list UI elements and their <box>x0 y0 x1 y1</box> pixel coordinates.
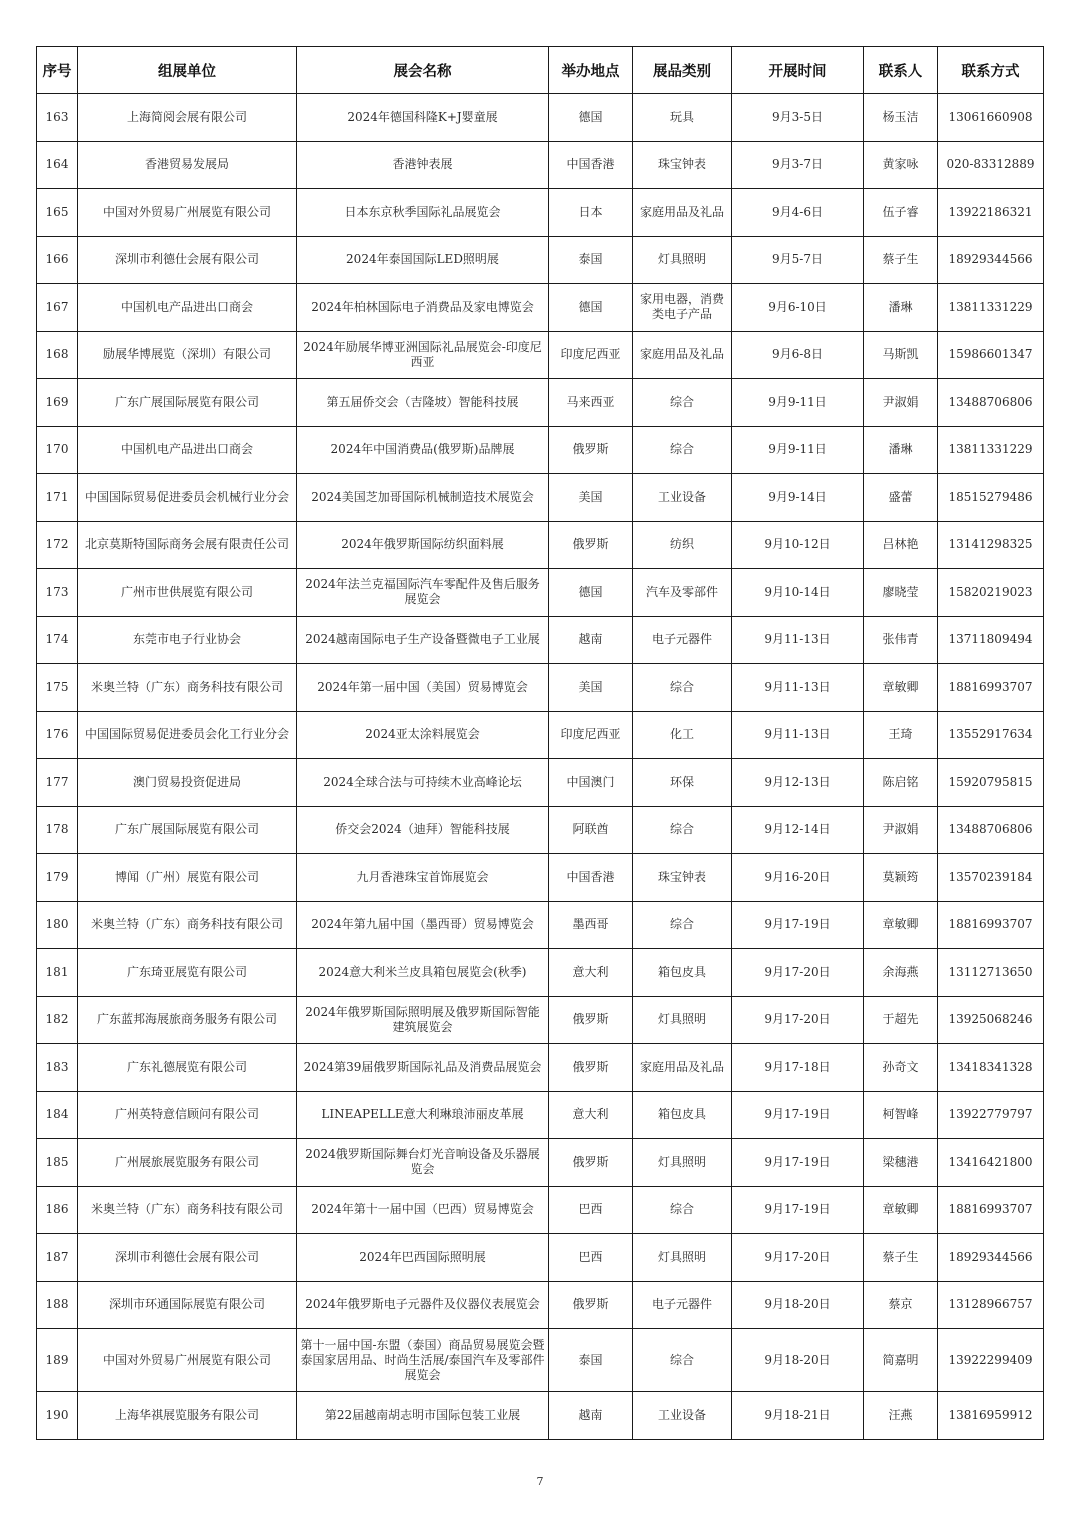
cell-exhibition-name: 2024年励展华博亚洲国际礼品展览会-印度尼西亚 <box>297 331 549 379</box>
cell-organizer: 广州市世供展览有限公司 <box>78 569 297 617</box>
cell-date: 9月9-14日 <box>732 474 864 522</box>
cell-date: 9月3-5日 <box>732 94 864 142</box>
cell-contact-info: 13488706806 <box>938 379 1044 427</box>
cell-category: 电子元器件 <box>633 616 732 664</box>
cell-contact-person: 汪燕 <box>864 1392 938 1440</box>
cell-index: 178 <box>37 806 78 854</box>
table-row <box>37 1186 1044 1234</box>
cell-organizer: 广东广展国际展览有限公司 <box>78 806 297 854</box>
cell-date: 9月11-13日 <box>732 664 864 712</box>
cell-date: 9月6-10日 <box>732 284 864 332</box>
table-row <box>37 616 1044 664</box>
cell-contact-info: 13925068246 <box>938 996 1044 1044</box>
cell-contact-person: 潘琳 <box>864 426 938 474</box>
cell-contact-info: 18816993707 <box>938 1186 1044 1234</box>
cell-contact-info: 13816959912 <box>938 1392 1044 1440</box>
cell-date: 9月5-7日 <box>732 236 864 284</box>
cell-contact-info: 15820219023 <box>938 569 1044 617</box>
cell-contact-person: 盛蕾 <box>864 474 938 522</box>
cell-index: 166 <box>37 236 78 284</box>
cell-organizer: 深圳市利德仕会展有限公司 <box>78 1234 297 1282</box>
cell-location: 德国 <box>549 284 633 332</box>
cell-location: 巴西 <box>549 1186 633 1234</box>
cell-contact-info: 18515279486 <box>938 474 1044 522</box>
table-row <box>37 474 1044 522</box>
cell-contact-person: 陈启铭 <box>864 759 938 807</box>
cell-contact-info: 13128966757 <box>938 1281 1044 1329</box>
table-row <box>37 426 1044 474</box>
cell-contact-info: 13141298325 <box>938 521 1044 569</box>
cell-organizer: 上海简阅会展有限公司 <box>78 94 297 142</box>
table-row <box>37 94 1044 142</box>
cell-contact-person: 莫颖筠 <box>864 854 938 902</box>
header-contact-info: 联系方式 <box>938 47 1044 94</box>
cell-contact-info: 13922299409 <box>938 1329 1044 1392</box>
cell-organizer: 励展华博展览（深圳）有限公司 <box>78 331 297 379</box>
cell-contact-info: 13488706806 <box>938 806 1044 854</box>
cell-index: 168 <box>37 331 78 379</box>
cell-location: 俄罗斯 <box>549 521 633 569</box>
cell-organizer: 香港贸易发展局 <box>78 141 297 189</box>
cell-location: 俄罗斯 <box>549 1139 633 1187</box>
cell-category: 家庭用品及礼品 <box>633 189 732 237</box>
cell-date: 9月6-8日 <box>732 331 864 379</box>
cell-date: 9月17-20日 <box>732 996 864 1044</box>
cell-index: 187 <box>37 1234 78 1282</box>
cell-contact-person: 章敏卿 <box>864 664 938 712</box>
cell-organizer: 中国机电产品进出口商会 <box>78 284 297 332</box>
cell-exhibition-name: 第五届侨交会（吉隆坡）智能科技展 <box>297 379 549 427</box>
cell-category: 灯具照明 <box>633 996 732 1044</box>
cell-category: 家庭用品及礼品 <box>633 1044 732 1092</box>
cell-contact-info: 13061660908 <box>938 94 1044 142</box>
table-row <box>37 331 1044 379</box>
cell-index: 183 <box>37 1044 78 1092</box>
cell-category: 箱包皮具 <box>633 949 732 997</box>
table-header-row <box>37 47 1044 94</box>
cell-organizer: 广东广展国际展览有限公司 <box>78 379 297 427</box>
table-row <box>37 284 1044 332</box>
cell-contact-person: 蔡子生 <box>864 236 938 284</box>
cell-contact-person: 尹淑娟 <box>864 379 938 427</box>
cell-contact-person: 吕林艳 <box>864 521 938 569</box>
cell-contact-person: 章敏卿 <box>864 1186 938 1234</box>
cell-location: 中国香港 <box>549 854 633 902</box>
table-row <box>37 996 1044 1044</box>
header-location: 举办地点 <box>549 47 633 94</box>
table-row <box>37 901 1044 949</box>
cell-contact-info: 18929344566 <box>938 1234 1044 1282</box>
cell-index: 177 <box>37 759 78 807</box>
cell-index: 181 <box>37 949 78 997</box>
cell-contact-info: 18929344566 <box>938 236 1044 284</box>
header-organizer: 组展单位 <box>78 47 297 94</box>
header-contact-person: 联系人 <box>864 47 938 94</box>
cell-category: 综合 <box>633 901 732 949</box>
cell-contact-person: 廖晓莹 <box>864 569 938 617</box>
cell-date: 9月18-21日 <box>732 1392 864 1440</box>
cell-index: 171 <box>37 474 78 522</box>
table-row <box>37 141 1044 189</box>
cell-exhibition-name: 2024年巴西国际照明展 <box>297 1234 549 1282</box>
cell-exhibition-name: 2024年第十一届中国（巴西）贸易博览会 <box>297 1186 549 1234</box>
cell-index: 164 <box>37 141 78 189</box>
cell-date: 9月17-19日 <box>732 1091 864 1139</box>
cell-contact-info: 18816993707 <box>938 664 1044 712</box>
cell-organizer: 深圳市利德仕会展有限公司 <box>78 236 297 284</box>
table-row <box>37 854 1044 902</box>
cell-category: 家庭用品及礼品 <box>633 331 732 379</box>
cell-contact-info: 13552917634 <box>938 711 1044 759</box>
cell-category: 家用电器，消费类电子产品 <box>633 284 732 332</box>
table-body <box>37 94 1044 1440</box>
cell-date: 9月17-20日 <box>732 1234 864 1282</box>
cell-index: 180 <box>37 901 78 949</box>
cell-date: 9月17-18日 <box>732 1044 864 1092</box>
cell-index: 170 <box>37 426 78 474</box>
cell-exhibition-name: 2024亚太涂料展览会 <box>297 711 549 759</box>
cell-exhibition-name: 2024越南国际电子生产设备暨微电子工业展 <box>297 616 549 664</box>
cell-organizer: 中国机电产品进出口商会 <box>78 426 297 474</box>
cell-organizer: 中国国际贸易促进委员会机械行业分会 <box>78 474 297 522</box>
cell-date: 9月11-13日 <box>732 616 864 664</box>
table-row <box>37 806 1044 854</box>
cell-date: 9月17-19日 <box>732 1186 864 1234</box>
cell-category: 化工 <box>633 711 732 759</box>
cell-location: 阿联酋 <box>549 806 633 854</box>
table-row <box>37 1234 1044 1282</box>
cell-exhibition-name: 2024年俄罗斯国际照明展及俄罗斯国际智能建筑展览会 <box>297 996 549 1044</box>
cell-contact-person: 于超先 <box>864 996 938 1044</box>
cell-location: 印度尼西亚 <box>549 331 633 379</box>
cell-contact-info: 13711809494 <box>938 616 1044 664</box>
cell-organizer: 广东琦亚展览有限公司 <box>78 949 297 997</box>
cell-contact-info: 18816993707 <box>938 901 1044 949</box>
cell-organizer: 东莞市电子行业协会 <box>78 616 297 664</box>
table-row <box>37 1281 1044 1329</box>
cell-contact-person: 柯智峰 <box>864 1091 938 1139</box>
cell-date: 9月11-13日 <box>732 711 864 759</box>
exhibition-table <box>36 46 1044 1440</box>
cell-category: 综合 <box>633 426 732 474</box>
cell-index: 176 <box>37 711 78 759</box>
cell-index: 185 <box>37 1139 78 1187</box>
table-row <box>37 1392 1044 1440</box>
cell-organizer: 广州英特意信顾问有限公司 <box>78 1091 297 1139</box>
cell-contact-info: 13811331229 <box>938 284 1044 332</box>
cell-contact-info: 13416421800 <box>938 1139 1044 1187</box>
cell-category: 玩具 <box>633 94 732 142</box>
cell-exhibition-name: 第22届越南胡志明市国际包装工业展 <box>297 1392 549 1440</box>
cell-organizer: 广东蓝邦海展旅商务服务有限公司 <box>78 996 297 1044</box>
table-row <box>37 1139 1044 1187</box>
cell-location: 俄罗斯 <box>549 426 633 474</box>
cell-category: 灯具照明 <box>633 236 732 284</box>
cell-index: 165 <box>37 189 78 237</box>
cell-exhibition-name: 2024美国芝加哥国际机械制造技术展览会 <box>297 474 549 522</box>
table-row <box>37 949 1044 997</box>
cell-date: 9月4-6日 <box>732 189 864 237</box>
cell-index: 163 <box>37 94 78 142</box>
cell-date: 9月9-11日 <box>732 426 864 474</box>
cell-organizer: 广东礼德展览有限公司 <box>78 1044 297 1092</box>
cell-date: 9月18-20日 <box>732 1329 864 1392</box>
cell-location: 意大利 <box>549 1091 633 1139</box>
cell-contact-person: 梁穗港 <box>864 1139 938 1187</box>
cell-exhibition-name: 2024意大利米兰皮具箱包展览会(秋季) <box>297 949 549 997</box>
cell-contact-person: 潘琳 <box>864 284 938 332</box>
cell-category: 箱包皮具 <box>633 1091 732 1139</box>
cell-location: 泰国 <box>549 236 633 284</box>
cell-index: 182 <box>37 996 78 1044</box>
table-row <box>37 379 1044 427</box>
cell-organizer: 博闻（广州）展览有限公司 <box>78 854 297 902</box>
cell-organizer: 中国对外贸易广州展览有限公司 <box>78 1329 297 1392</box>
cell-date: 9月10-14日 <box>732 569 864 617</box>
cell-index: 175 <box>37 664 78 712</box>
table-row <box>37 1044 1044 1092</box>
table-row <box>37 1091 1044 1139</box>
cell-category: 综合 <box>633 806 732 854</box>
cell-exhibition-name: 2024年法兰克福国际汽车零配件及售后服务展览会 <box>297 569 549 617</box>
table-row <box>37 189 1044 237</box>
header-exhibition-name: 展会名称 <box>297 47 549 94</box>
cell-exhibition-name: 2024年第一届中国（美国）贸易博览会 <box>297 664 549 712</box>
cell-index: 188 <box>37 1281 78 1329</box>
cell-date: 9月12-13日 <box>732 759 864 807</box>
cell-location: 巴西 <box>549 1234 633 1282</box>
cell-index: 172 <box>37 521 78 569</box>
cell-category: 工业设备 <box>633 1392 732 1440</box>
table-row <box>37 1329 1044 1392</box>
cell-exhibition-name: 第十一届中国-东盟（泰国）商品贸易展览会暨泰国家居用品、时尚生活展/泰国汽车及零部件展览会 <box>297 1329 549 1392</box>
cell-exhibition-name: 2024第39届俄罗斯国际礼品及消费品展览会 <box>297 1044 549 1092</box>
header-index: 序号 <box>37 47 78 94</box>
cell-exhibition-name: 2024全球合法与可持续木业高峰论坛 <box>297 759 549 807</box>
cell-category: 灯具照明 <box>633 1139 732 1187</box>
cell-exhibition-name: 香港钟表展 <box>297 141 549 189</box>
cell-exhibition-name: LINEAPELLE意大利琳琅沛丽皮革展 <box>297 1091 549 1139</box>
cell-location: 美国 <box>549 474 633 522</box>
cell-exhibition-name: 日本东京秋季国际礼品展览会 <box>297 189 549 237</box>
cell-contact-person: 孙奇文 <box>864 1044 938 1092</box>
cell-date: 9月17-20日 <box>732 949 864 997</box>
cell-index: 186 <box>37 1186 78 1234</box>
cell-contact-person: 蔡京 <box>864 1281 938 1329</box>
cell-location: 越南 <box>549 1392 633 1440</box>
cell-organizer: 中国国际贸易促进委员会化工行业分会 <box>78 711 297 759</box>
cell-index: 169 <box>37 379 78 427</box>
cell-location: 日本 <box>549 189 633 237</box>
cell-location: 俄罗斯 <box>549 1281 633 1329</box>
cell-contact-person: 蔡子生 <box>864 1234 938 1282</box>
cell-contact-info: 15986601347 <box>938 331 1044 379</box>
cell-index: 190 <box>37 1392 78 1440</box>
cell-date: 9月17-19日 <box>732 1139 864 1187</box>
cell-contact-person: 余海燕 <box>864 949 938 997</box>
header-date: 开展时间 <box>732 47 864 94</box>
cell-date: 9月17-19日 <box>732 901 864 949</box>
cell-organizer: 深圳市环通国际展览有限公司 <box>78 1281 297 1329</box>
cell-location: 德国 <box>549 569 633 617</box>
cell-category: 综合 <box>633 1186 732 1234</box>
cell-exhibition-name: 九月香港珠宝首饰展览会 <box>297 854 549 902</box>
cell-exhibition-name: 2024年俄罗斯国际纺织面料展 <box>297 521 549 569</box>
cell-contact-info: 13418341328 <box>938 1044 1044 1092</box>
cell-organizer: 米奥兰特（广东）商务科技有限公司 <box>78 1186 297 1234</box>
cell-exhibition-name: 侨交会2024（迪拜）智能科技展 <box>297 806 549 854</box>
cell-organizer: 澳门贸易投资促进局 <box>78 759 297 807</box>
cell-category: 珠宝钟表 <box>633 854 732 902</box>
cell-location: 俄罗斯 <box>549 1044 633 1092</box>
cell-exhibition-name: 2024年第九届中国（墨西哥）贸易博览会 <box>297 901 549 949</box>
cell-organizer: 中国对外贸易广州展览有限公司 <box>78 189 297 237</box>
page-number: 7 <box>536 1475 544 1488</box>
table-row <box>37 664 1044 712</box>
table-row <box>37 236 1044 284</box>
cell-exhibition-name: 2024年泰国国际LED照明展 <box>297 236 549 284</box>
cell-index: 179 <box>37 854 78 902</box>
cell-exhibition-name: 2024年柏林国际电子消费品及家电博览会 <box>297 284 549 332</box>
cell-contact-person: 尹淑娟 <box>864 806 938 854</box>
cell-category: 汽车及零部件 <box>633 569 732 617</box>
cell-contact-info: 13922779797 <box>938 1091 1044 1139</box>
cell-contact-info: 15920795815 <box>938 759 1044 807</box>
cell-category: 综合 <box>633 379 732 427</box>
cell-contact-info: 13570239184 <box>938 854 1044 902</box>
cell-date: 9月18-20日 <box>732 1281 864 1329</box>
cell-location: 墨西哥 <box>549 901 633 949</box>
cell-contact-info: 13922186321 <box>938 189 1044 237</box>
cell-organizer: 米奥兰特（广东）商务科技有限公司 <box>78 664 297 712</box>
cell-category: 电子元器件 <box>633 1281 732 1329</box>
table-row <box>37 569 1044 617</box>
cell-location: 越南 <box>549 616 633 664</box>
table-row <box>37 521 1044 569</box>
cell-index: 173 <box>37 569 78 617</box>
cell-location: 中国澳门 <box>549 759 633 807</box>
cell-contact-person: 王琦 <box>864 711 938 759</box>
cell-contact-person: 马斯凯 <box>864 331 938 379</box>
cell-location: 德国 <box>549 94 633 142</box>
cell-organizer: 米奥兰特（广东）商务科技有限公司 <box>78 901 297 949</box>
cell-contact-person: 章敏卿 <box>864 901 938 949</box>
cell-organizer: 上海华祺展览服务有限公司 <box>78 1392 297 1440</box>
header-category: 展品类别 <box>633 47 732 94</box>
cell-index: 189 <box>37 1329 78 1392</box>
cell-location: 印度尼西亚 <box>549 711 633 759</box>
cell-index: 167 <box>37 284 78 332</box>
cell-contact-info: 13811331229 <box>938 426 1044 474</box>
table-row <box>37 759 1044 807</box>
cell-contact-person: 杨玉洁 <box>864 94 938 142</box>
cell-index: 174 <box>37 616 78 664</box>
cell-contact-person: 张伟青 <box>864 616 938 664</box>
cell-organizer: 北京莫斯特国际商务会展有限责任公司 <box>78 521 297 569</box>
cell-date: 9月12-14日 <box>732 806 864 854</box>
cell-location: 意大利 <box>549 949 633 997</box>
cell-contact-info: 020-83312889 <box>938 141 1044 189</box>
cell-date: 9月10-12日 <box>732 521 864 569</box>
cell-category: 环保 <box>633 759 732 807</box>
cell-contact-person: 黄家咏 <box>864 141 938 189</box>
cell-location: 泰国 <box>549 1329 633 1392</box>
cell-index: 184 <box>37 1091 78 1139</box>
cell-category: 综合 <box>633 1329 732 1392</box>
cell-exhibition-name: 2024年俄罗斯电子元器件及仪器仪表展览会 <box>297 1281 549 1329</box>
cell-exhibition-name: 2024俄罗斯国际舞台灯光音响设备及乐器展览会 <box>297 1139 549 1187</box>
cell-category: 工业设备 <box>633 474 732 522</box>
cell-organizer: 广州展旅展览服务有限公司 <box>78 1139 297 1187</box>
cell-category: 灯具照明 <box>633 1234 732 1282</box>
table-row <box>37 711 1044 759</box>
cell-date: 9月16-20日 <box>732 854 864 902</box>
cell-category: 纺织 <box>633 521 732 569</box>
cell-contact-info: 13112713650 <box>938 949 1044 997</box>
cell-category: 珠宝钟表 <box>633 141 732 189</box>
cell-contact-person: 伍子睿 <box>864 189 938 237</box>
cell-category: 综合 <box>633 664 732 712</box>
cell-exhibition-name: 2024年德国科隆K+J婴童展 <box>297 94 549 142</box>
cell-location: 美国 <box>549 664 633 712</box>
cell-location: 中国香港 <box>549 141 633 189</box>
cell-location: 马来西亚 <box>549 379 633 427</box>
cell-exhibition-name: 2024年中国消费品(俄罗斯)品牌展 <box>297 426 549 474</box>
cell-contact-person: 简嘉明 <box>864 1329 938 1392</box>
cell-date: 9月9-11日 <box>732 379 864 427</box>
cell-date: 9月3-7日 <box>732 141 864 189</box>
cell-location: 俄罗斯 <box>549 996 633 1044</box>
